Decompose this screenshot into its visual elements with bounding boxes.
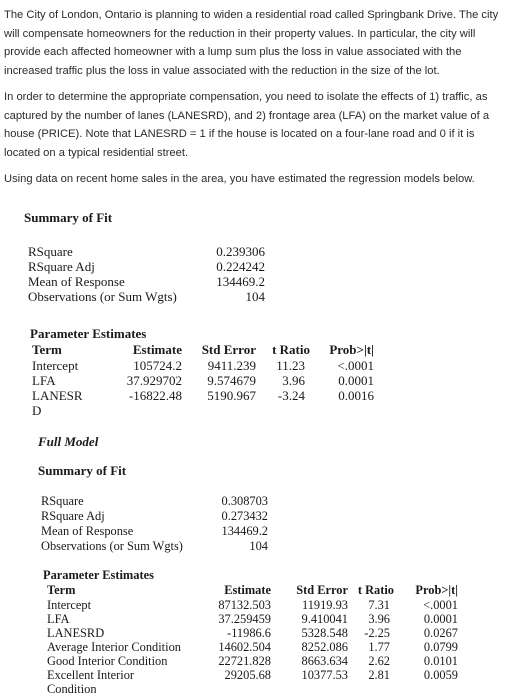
estimate-cell: 22721.828 — [218, 654, 271, 668]
column-header: Std Error — [296, 583, 348, 597]
term-cell: LANESRD — [47, 626, 105, 640]
text-line: increased traffic plus the loss in value associated with the reduction in the size of the lot. — [4, 65, 440, 78]
prob-cell: 0.0001 — [338, 373, 374, 388]
paragraph-context — [4, 6, 504, 82]
t-ratio-cell: 7.31 — [368, 598, 390, 612]
t-ratio-cell: -2.25 — [364, 626, 390, 640]
prob-cell: 0.0016 — [338, 388, 374, 403]
term-cell: LANESR — [32, 388, 83, 403]
text-line: The City of London, Ontario is planning to widen a residential road called Springbank Drive. The city — [4, 9, 499, 21]
fit-label: RSquare — [28, 244, 73, 259]
term-cell-wrap: D — [32, 403, 42, 418]
fit-label: Observations (or Sum Wgts) — [28, 289, 177, 304]
t-ratio-cell: 3.96 — [368, 612, 390, 626]
fit-label: RSquare — [41, 494, 84, 508]
prob-cell: 0.0799 — [423, 640, 458, 654]
column-header: Estimate — [132, 342, 182, 357]
fit-label: RSquare Adj — [28, 259, 95, 274]
t-ratio-cell: -3.24 — [277, 388, 305, 403]
text-line: provide each affected homeowner with a lump sum plus the loss in value associated with the — [4, 46, 462, 59]
t-ratio-cell: 3.96 — [282, 373, 305, 388]
fit-label: Mean of Response — [41, 524, 134, 538]
summary-of-fit-title: Summary of Fit — [24, 210, 113, 225]
column-header: Prob>|t| — [415, 583, 458, 597]
term-cell: Average Interior Condition — [47, 640, 181, 654]
fit-value: 0.224242 — [216, 259, 265, 274]
term-cell: Excellent Interior — [47, 668, 135, 682]
std-error-cell: 5190.967 — [207, 388, 256, 403]
column-header: t Ratio — [272, 342, 310, 357]
paragraph-task — [4, 88, 504, 164]
fit-value: 104 — [249, 539, 268, 553]
term-cell: Intercept — [32, 358, 79, 373]
t-ratio-cell: 1.77 — [368, 640, 390, 654]
text-line: captured by the number of lanes (LANESRD), and 2) frontage area (LFA) on the market value of a — [4, 109, 490, 122]
fit-value: 0.308703 — [221, 494, 268, 508]
prob-cell: 0.0267 — [423, 626, 458, 640]
t-ratio-cell: 2.62 — [368, 654, 390, 668]
parameter-estimates-title: Parameter Estimates — [30, 326, 147, 341]
fit-label: Observations (or Sum Wgts) — [41, 539, 183, 553]
std-error-cell: 8663.634 — [301, 654, 348, 668]
full-model-title: Full Model — [38, 434, 99, 449]
std-error-cell: 8252.086 — [301, 640, 348, 654]
term-cell: Good Interior Condition — [47, 654, 168, 668]
std-error-cell: 5328.548 — [301, 626, 348, 640]
text-line: In order to determine the appropriate compensation, you need to isolate the effects of 1) traffic, as — [4, 91, 488, 103]
t-ratio-cell: 11.23 — [276, 358, 305, 373]
std-error-cell: 9411.239 — [207, 358, 256, 373]
term-cell-wrap: Condition — [47, 682, 97, 696]
column-header: t Ratio — [357, 583, 394, 597]
fit-value: 0.273432 — [221, 509, 268, 523]
term-cell: LFA — [32, 373, 56, 388]
estimate-cell: -11986.6 — [227, 626, 271, 640]
std-error-cell: 9.574679 — [207, 373, 256, 388]
estimate-cell: 29205.68 — [224, 668, 271, 682]
prob-cell: 0.0101 — [423, 654, 458, 668]
prob-cell: <.0001 — [423, 598, 458, 612]
fit-label: Mean of Response — [28, 274, 125, 289]
column-header: Term — [32, 342, 62, 357]
paragraph-data-note — [4, 170, 504, 189]
std-error-cell: 10377.53 — [301, 668, 348, 682]
column-header: Std Error — [201, 342, 256, 357]
problem-text — [4, 6, 504, 195]
estimate-cell: 37.929702 — [126, 373, 182, 388]
column-header: Term — [47, 583, 76, 597]
fit-value: 134469.2 — [216, 274, 265, 289]
prob-cell: 0.0001 — [423, 612, 458, 626]
term-cell: LFA — [47, 612, 70, 626]
fit-value: 0.239306 — [216, 244, 265, 259]
fit-value: 104 — [245, 289, 265, 304]
prob-cell: 0.0059 — [423, 668, 458, 682]
parameter-estimates-title: Parameter Estimates — [43, 568, 154, 582]
fit-value: 134469.2 — [221, 524, 268, 538]
t-ratio-cell: 2.81 — [368, 668, 390, 682]
summary-of-fit-title: Summary of Fit — [38, 463, 127, 478]
estimate-cell: 105724.2 — [133, 358, 182, 373]
text-line: will compensate homeowners for the reduction in their property values. In particular, the city will — [4, 27, 476, 40]
estimate-cell: -16822.48 — [128, 388, 182, 403]
prob-cell: <.0001 — [337, 358, 374, 373]
text-line: house (PRICE). Note that LANESRD = 1 if the house is located on a four-lane road and 0 if it is — [4, 128, 475, 141]
text-line: Using data on recent home sales in the area, you have estimated the regression models below. — [4, 173, 475, 185]
term-cell: Intercept — [47, 598, 92, 612]
std-error-cell: 9.410041 — [301, 612, 348, 626]
estimate-cell: 14602.504 — [218, 640, 271, 654]
std-error-cell: 11919.93 — [301, 598, 348, 612]
text-line: located on a typical residential street. — [4, 147, 189, 160]
fit-label: RSquare Adj — [41, 509, 105, 523]
column-header: Estimate — [224, 583, 271, 597]
column-header: Prob>|t| — [329, 342, 374, 357]
estimate-cell: 37.259459 — [218, 612, 271, 626]
estimate-cell: 87132.503 — [218, 598, 271, 612]
